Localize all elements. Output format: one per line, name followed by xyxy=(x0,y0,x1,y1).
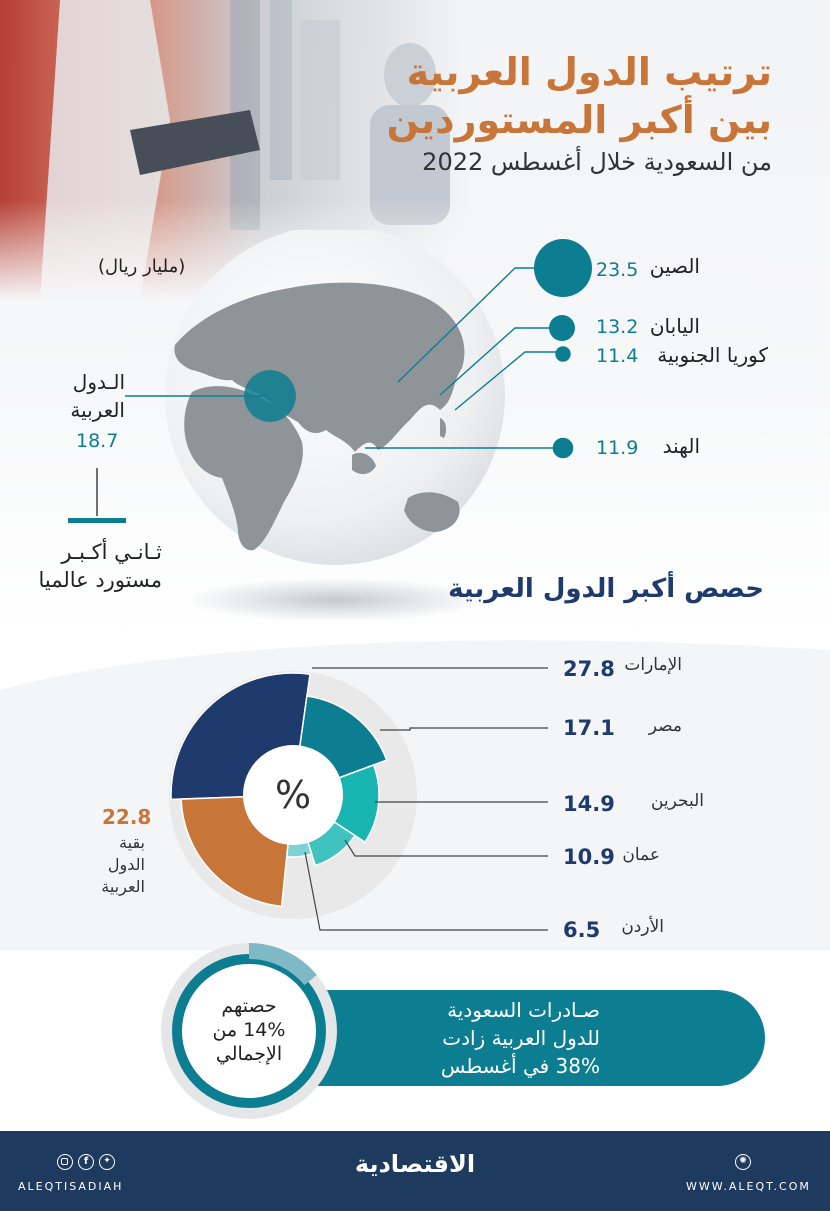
banner-line3: 38% في أغسطس xyxy=(440,1054,600,1078)
bubble-china xyxy=(534,239,592,297)
title-line1: ترتيب الدول العربية xyxy=(406,50,772,94)
label-china: الصين xyxy=(649,254,700,278)
pie-center-label: % xyxy=(274,773,312,817)
pie-value-uae: 27.8 xyxy=(563,657,615,681)
pie-label-egypt: مصر xyxy=(648,716,682,736)
bubble-india xyxy=(553,438,574,459)
arab-shares-pie-chart xyxy=(0,630,830,950)
unit-label: (مليار ريال) xyxy=(98,256,186,277)
section-title: حصص أكبر الدول العربية xyxy=(448,574,764,604)
value-korea: 11.4 xyxy=(596,345,639,367)
footer-url[interactable]: WWW.ALEQT.COM xyxy=(686,1180,811,1193)
title-line2: بين أكبر المستوردين xyxy=(386,98,772,142)
remainder-label-3: العربية xyxy=(101,877,145,896)
pie-value-bahrain: 14.9 xyxy=(563,792,615,816)
label-india: الهند xyxy=(662,434,700,458)
instagram-icon[interactable] xyxy=(57,1154,73,1170)
footer-logo: الاقتصادية xyxy=(354,1150,476,1178)
globe-shadow xyxy=(185,578,485,622)
share-line3: الإجمالي xyxy=(215,1043,283,1065)
pie-label-bahrain: البحرين xyxy=(650,791,704,811)
value-india: 11.9 xyxy=(596,437,639,459)
web-icon[interactable]: ✺ xyxy=(735,1154,751,1170)
pie-value-jordan: 6.5 xyxy=(563,918,601,942)
share-line1: حصتهم xyxy=(221,995,277,1017)
pie-value-oman: 10.9 xyxy=(563,845,615,869)
value-arab: 18.7 xyxy=(76,430,119,452)
remainder-label-2: الدول xyxy=(107,855,145,874)
remainder-label-1: بقية xyxy=(119,833,145,852)
value-japan: 13.2 xyxy=(596,316,639,338)
arab-note-line1: ثـانـي أكـبـر xyxy=(61,540,162,564)
value-china: 23.5 xyxy=(596,259,639,281)
pie-value-egypt: 17.1 xyxy=(563,716,615,740)
social-icons xyxy=(57,1154,115,1170)
banner-line1: صـادرات السعودية xyxy=(447,998,600,1022)
pie-label-oman: عمان xyxy=(622,845,660,865)
share-line2: 14% من xyxy=(212,1019,286,1041)
label-korea: كوريا الجنوبية xyxy=(657,343,768,367)
pie-label-uae: الإمارات xyxy=(624,655,682,675)
arab-underline xyxy=(68,518,126,523)
bubble-south-korea xyxy=(555,346,570,361)
bubble-arab-countries xyxy=(244,370,296,422)
twitter-icon[interactable]: ✦ xyxy=(99,1154,115,1170)
label-arab-line2: العربية xyxy=(70,398,125,422)
label-japan: اليابان xyxy=(649,314,700,338)
label-arab-line1: الـدول xyxy=(72,370,125,394)
subtitle: من السعودية خلال أغسطس 2022 xyxy=(422,148,772,176)
pie-label-jordan: الأردن xyxy=(621,917,664,937)
arab-note-line2: مستورد عالميا xyxy=(38,568,162,592)
remainder-value: 22.8 xyxy=(102,805,152,829)
facebook-icon[interactable]: f xyxy=(78,1154,94,1170)
bubble-japan xyxy=(549,315,575,341)
footer-handle[interactable]: ALEQTISADIAH xyxy=(18,1180,124,1193)
banner-line2: للدول العربية زادت xyxy=(442,1026,600,1050)
